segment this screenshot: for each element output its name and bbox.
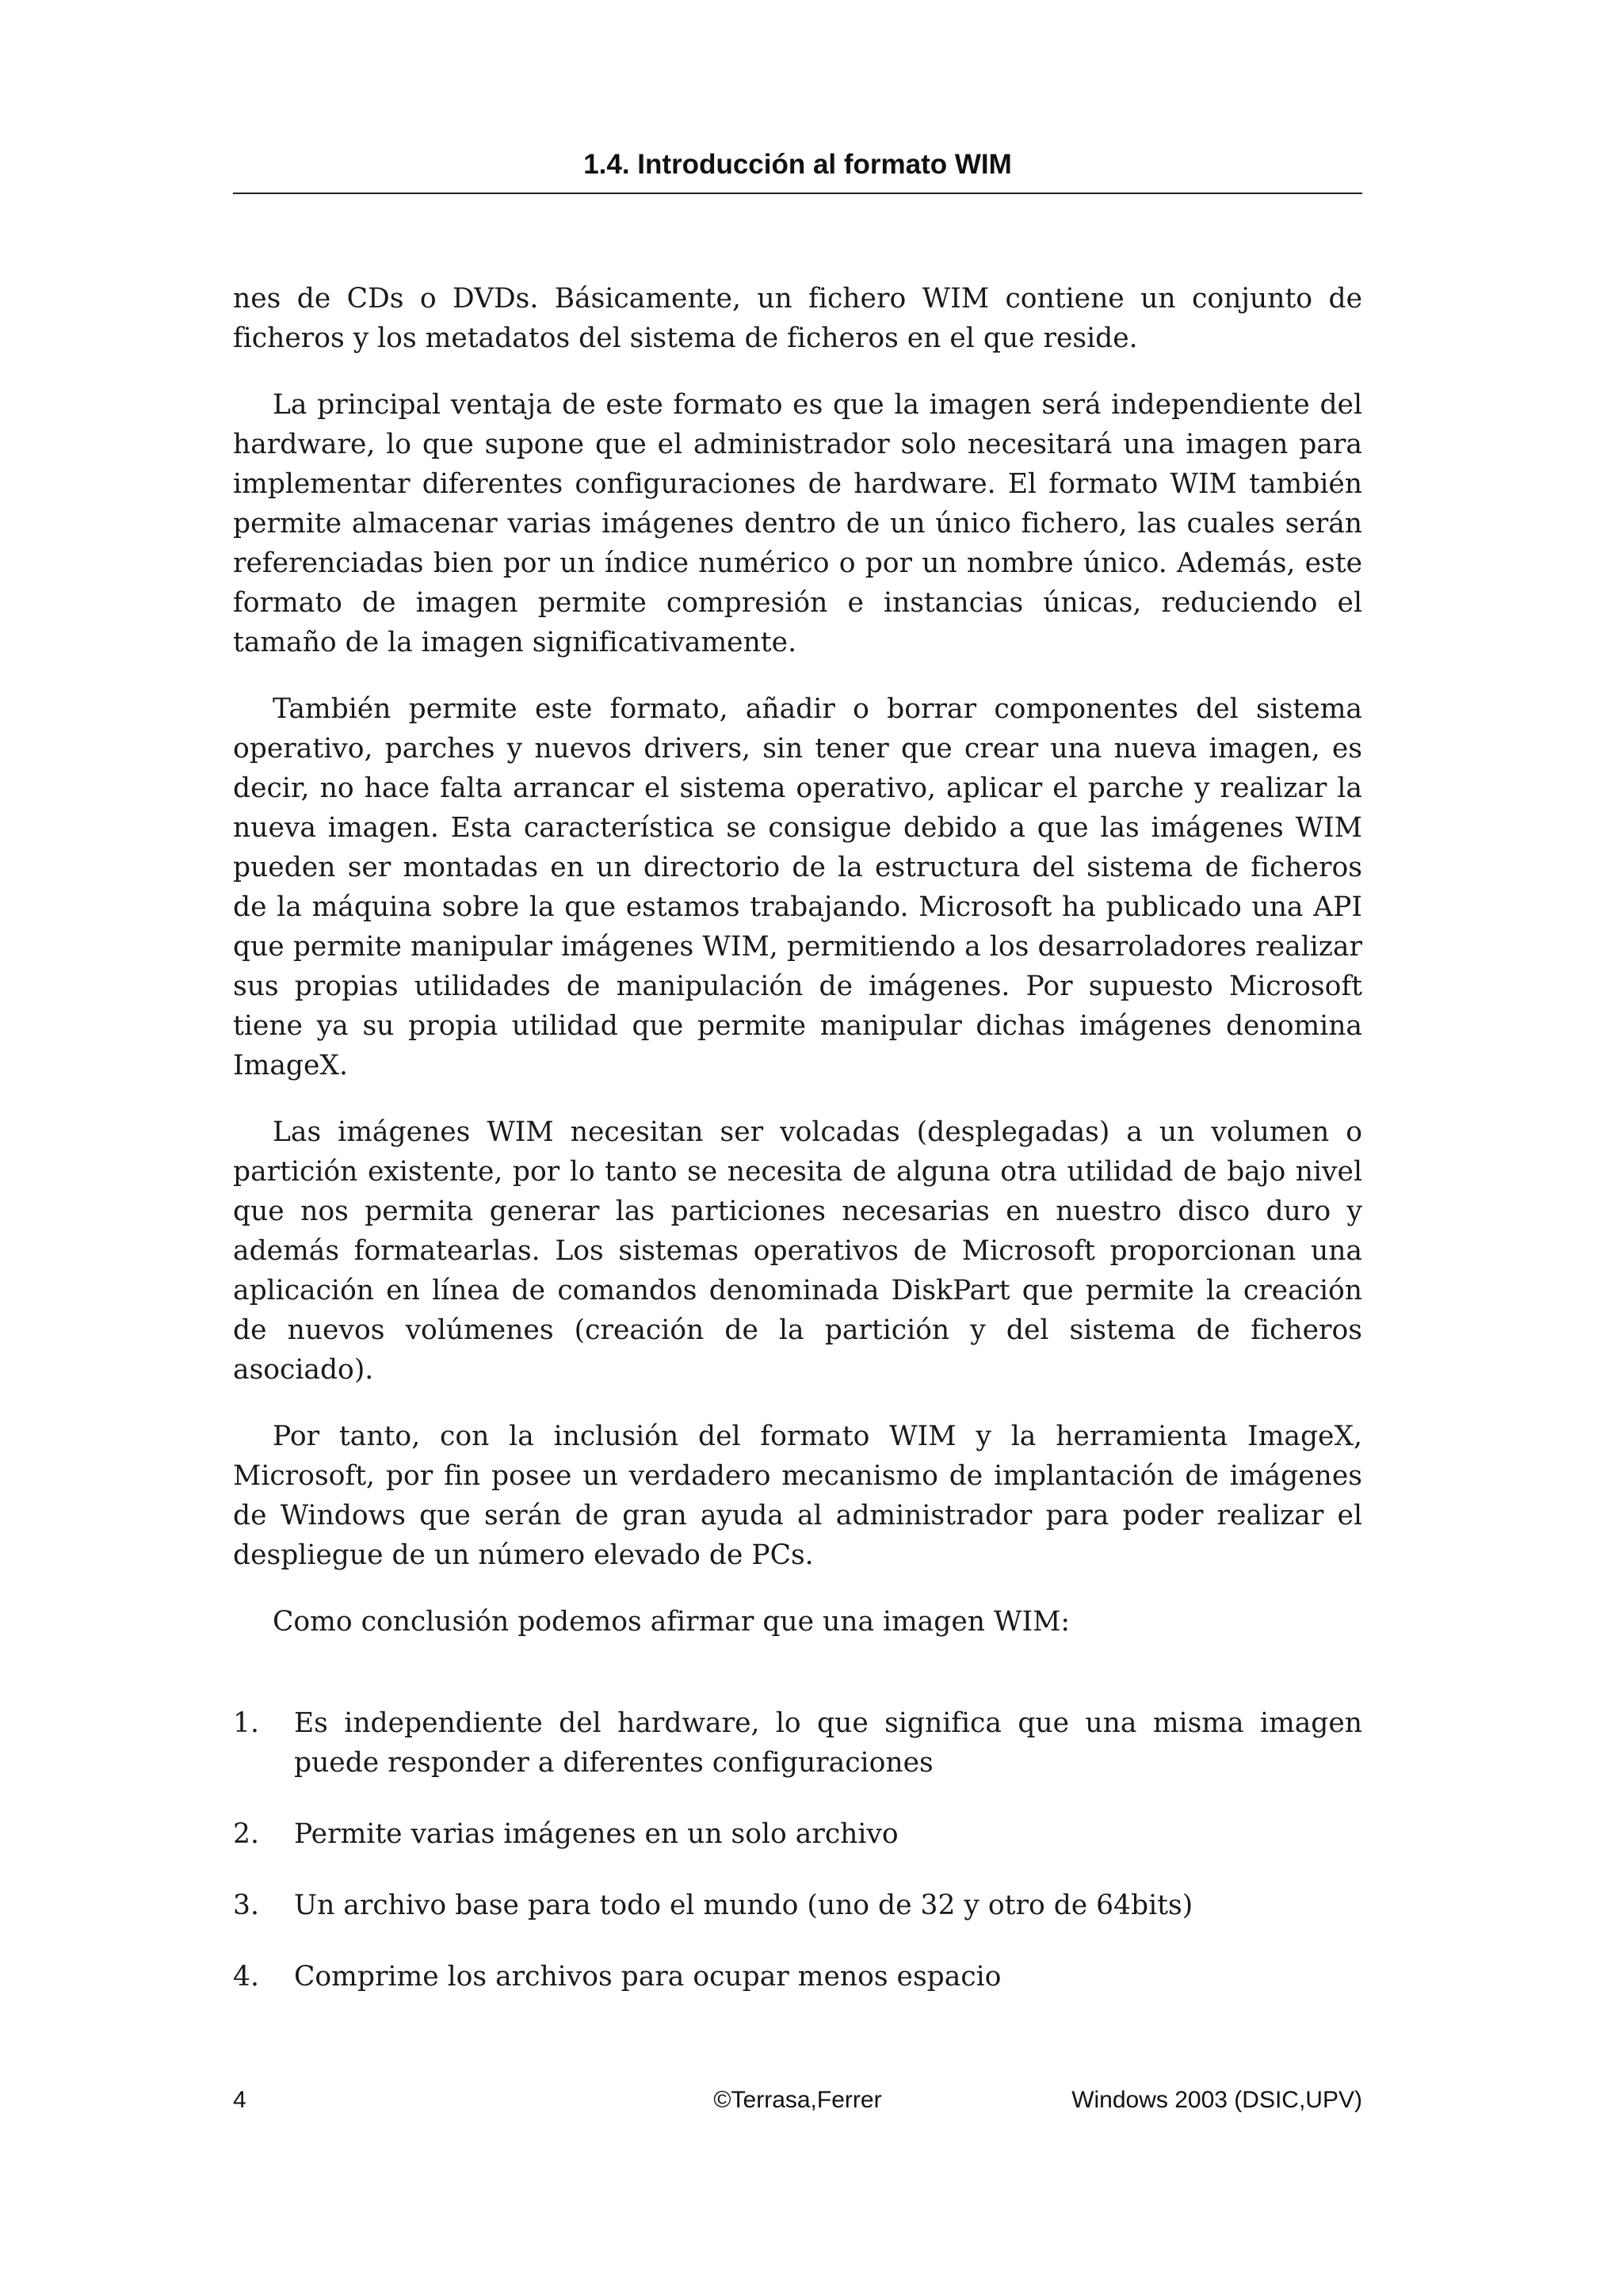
paragraph-wim-advantages: La principal ventaja de este formato es que la imagen será independiente del hardware, lo que supone que el administrador solo necesitará una imagen para implementar diferentes configuraciones de hardware. El formato WIM también permite almacenar varias imágenes dentro de un único fichero, las cuales serán referenciadas bien por un índice numérico o por un nombre único. Además, este formato de imagen permite compresión e instancias únicas, reduciendo el tamaño de la imagen significativamente.: [233, 389, 1362, 658]
footer-copyright: ©Terrasa,Ferrer: [713, 2087, 882, 2113]
header-rule: [233, 193, 1362, 194]
list-item-text: Un archivo base para todo el mundo (uno de 32 y otro de 64bits): [294, 1890, 1193, 1921]
list-item: [233, 1957, 1362, 1997]
list-item-number: 1.: [233, 1707, 259, 1739]
list-item-number: 2.: [233, 1818, 259, 1850]
list-item: [233, 1886, 1362, 1925]
paragraph-wim-deployment: Las imágenes WIM necesitan ser volcadas (desplegadas) a un volumen o partición existente, por lo tanto se necesita de alguna otra utilidad de bajo nivel que nos permita generar las particiones necesarias en nuestro disco duro y además formatearlas. Los sistemas operativos de Microsoft proporcionan una aplicación en línea de comandos denominada DiskPart que permite la creación de nuevos volúmenes (creación de la partición y del sistema de ficheros asociado).: [233, 1116, 1362, 1386]
page-footer: [233, 2084, 1362, 2116]
list-item-text: Comprime los archivos para ocupar menos espacio: [294, 1961, 1002, 1993]
running-header-title: 1.4. Introducción al formato WIM: [583, 149, 1012, 180]
paragraph-conclusion: Como conclusión podemos afirmar que una imagen WIM:: [273, 1606, 1071, 1638]
list-item-text: Permite varias imágenes en un solo archivo: [294, 1818, 899, 1850]
paragraph-continuation: nes de CDs o DVDs. Básicamente, un fichero WIM contiene un conjunto de ficheros y los metadatos del sistema de ficheros en el que reside.: [233, 283, 1362, 354]
paragraph-wim-components: También permite este formato, añadir o borrar componentes del sistema operativo, parches y nuevos drivers, sin tener que crear una nueva imagen, es decir, no hace falta arrancar el sistema operativo, aplicar el parche y realizar la nueva imagen. Esta característica se consigue debido a que las imágenes WIM pueden ser montadas en un directorio de la estructura del sistema de ficheros de la máquina sobre la que estamos trabajando. Microsoft ha publicado una API que permite manipular imágenes WIM, permitiendo a los desarroladores realizar sus propias utilidades de manipulación de imágenes. Por supuesto Microsoft tiene ya su propia utilidad que permite manipular dichas imágenes denomina ImageX.: [233, 693, 1362, 1081]
list-item-number: 3.: [233, 1890, 259, 1921]
conclusion-list: [233, 1703, 1362, 1997]
list-item: [233, 1814, 1362, 1854]
page-number: 4: [233, 2087, 246, 2113]
list-item: [233, 1703, 1362, 1783]
list-item-text: Es independiente del hardware, lo que significa que una misma imagen puede responder a diferentes configuraciones: [294, 1707, 1362, 1779]
paragraph-imagex: Por tanto, con la inclusión del formato WIM y la herramienta ImageX, Microsoft, por fin posee un verdadero mecanismo de implantación de imágenes de Windows que serán de gran ayuda al administrador para poder realizar el despliegue de un número elevado de PCs.: [233, 1421, 1362, 1571]
body-text: [233, 279, 1362, 2028]
list-item-number: 4.: [233, 1961, 259, 1993]
footer-publication: Windows 2003 (DSIC,UPV): [1071, 2087, 1362, 2113]
